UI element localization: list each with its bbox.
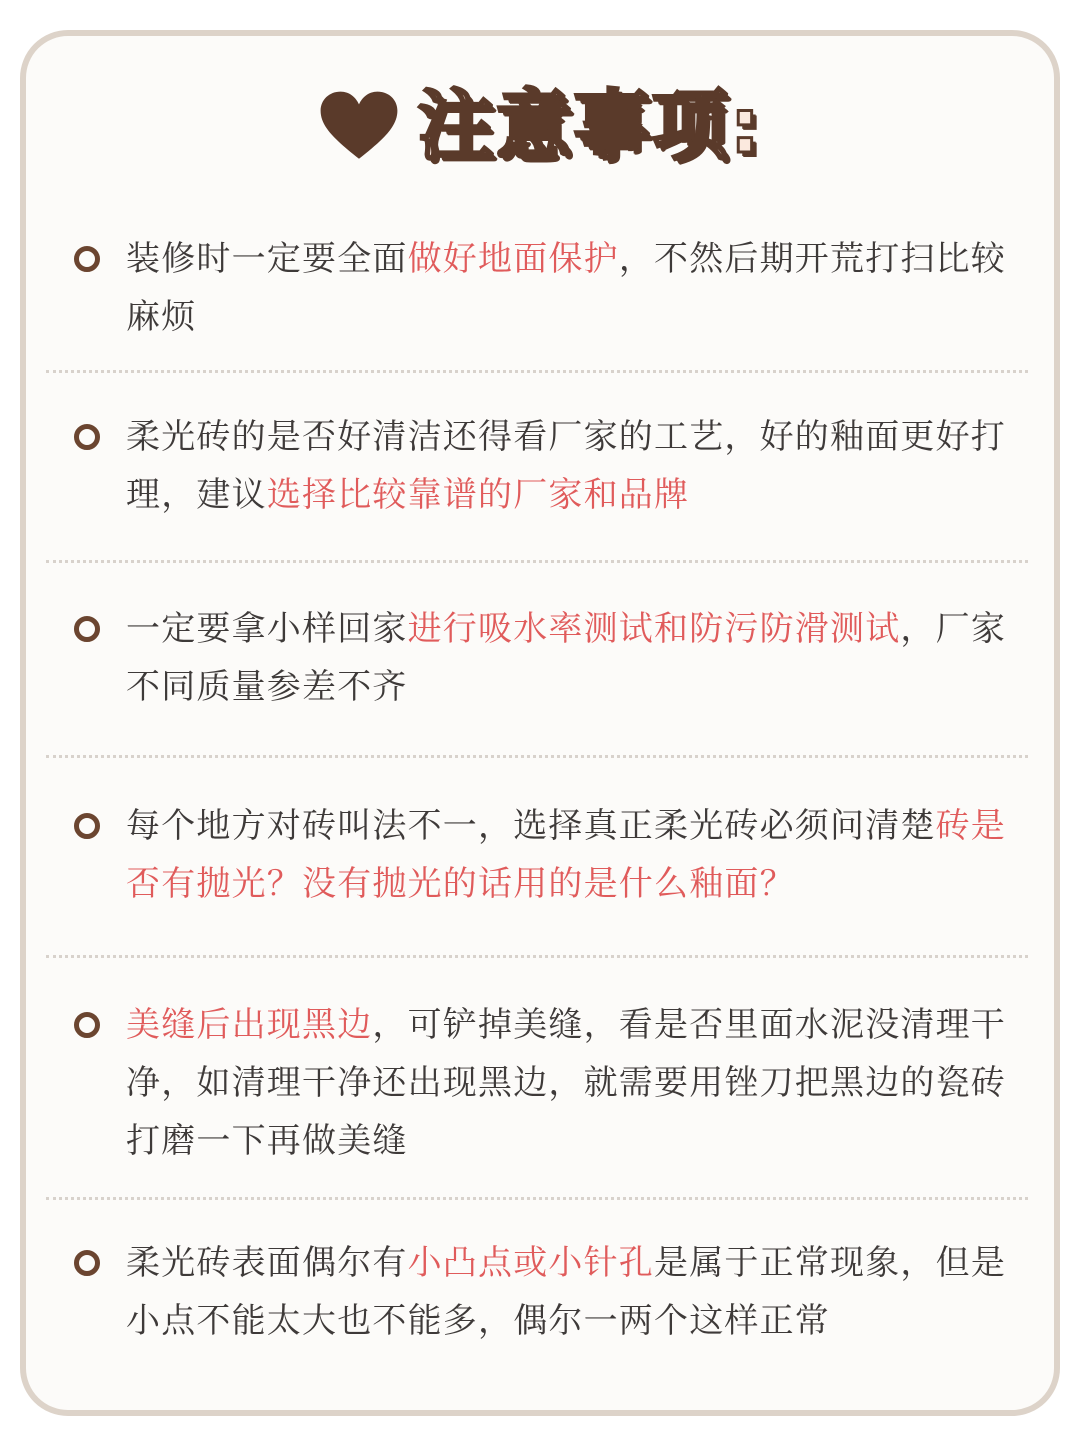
bullet-icon — [74, 813, 100, 839]
bullet-icon — [74, 1012, 100, 1038]
divider — [46, 370, 1028, 373]
divider — [46, 1197, 1028, 1200]
title-row — [0, 78, 1080, 174]
item-text: 美缝后出现黑边，可铲掉美缝，看是否里面水泥没清理干净，如清理干净还出现黑边，就需要用锉刀把黑边的瓷砖打磨一下再做美缝 — [126, 1005, 1007, 1161]
bullet-icon — [74, 1250, 100, 1276]
page-title: 注意事项: — [417, 81, 763, 170]
heart-icon — [318, 90, 400, 162]
item-text: 柔光砖的是否好清洁还得看厂家的工艺，好的釉面更好打理，建议选择比较靠谱的厂家和品牌 — [126, 417, 1006, 515]
divider — [46, 955, 1028, 958]
divider — [46, 755, 1028, 758]
bullet-icon — [74, 616, 100, 642]
bullet-icon — [74, 424, 100, 450]
bullet-icon — [74, 246, 100, 272]
divider — [46, 560, 1028, 563]
item-text: 一定要拿小样回家进行吸水率测试和防污防滑测试，厂家不同质量参差不齐 — [126, 609, 1007, 707]
item-text: 装修时一定要全面做好地面保护，不然后期开荒打扫比较麻烦 — [126, 239, 1007, 337]
item-text: 柔光砖表面偶尔有小凸点或小针孔是属于正常现象，但是小点不能太大也不能多，偶尔一两个这样正常 — [126, 1243, 1007, 1341]
item-text: 每个地方对砖叫法不一，选择真正柔光砖必须问清楚砖是否有抛光？没有抛光的话用的是什么釉面？ — [126, 806, 1007, 904]
